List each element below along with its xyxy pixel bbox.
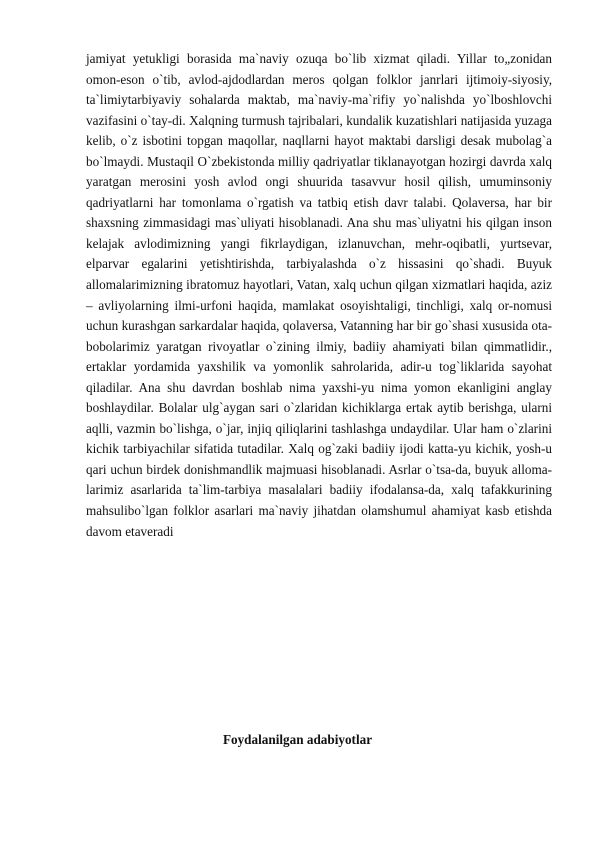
references-heading: Foydalanilgan adabiyotlar (222, 732, 373, 747)
body-paragraph: jamiyat yetukligi borasida ma`naviy ozuqa bo`lib xizmat qiladi. Yillar to„zonidan omon-eson o`tib, avlod-ajdodlardan meros qolgan folklor janrlari ijtimoiy-siyosiy, ta`limiytarbiyaviy sohalarda maktab, ma`naviy-ma`rifiy yo`nalishda yo`lboshlovchi vazifasini o`tay-di. Xalqning turmush tajribalari, kundalik kuzatishlari natijasida yuzaga kelib, o`z isbotini topgan maqollar, naqllarni hayot maktabi darsligi desak mubolag`a bo`lmaydi. Mustaqil O`zbekistonda milliy qadriyatlar tiklanayotgan hozirgi davrda xalq yaratgan merosini yosh avlod ongi shuurida tasavvur hosil qilish, umuminsoniy qadriyatlarni har tomonlama o`rgatish va tatbiq etish davr talabi. Qolaversa, har bir shaxsning zimmasidagi mas`uliyati hisoblanadi. Ana shu mas`uliyatni his qilgan inson kelajak avlodimizning yangi fikrlaydigan, izlanuvchan, mehr-oqibatli, yurtsevar, elparvar egalarini yetishtirishda, tarbiyalashda o`z hissasini qo`shadi. Buyuk allomalarimizning ibratomuz hayotlari, Vatan, xalq uchun qilgan xizmatlari haqida, aziz – avliyolarning ilmi-urfoni haqida, mamlakat osoyishtaligi, tinchligi, xalq or-nomusi uchun kurashgan sarkardalar haqida, qolaversa, Vatanning har bir go`shasi xususida ota-bobolarimiz yaratgan rivoyatlar o`zining ilmiy, badiiy ahamiyati bilan qimmatlidir., ertaklar yordamida yaxshilik va yomonlik sahrolarida, adir-u tog`liklarida sayohat qiladilar. Ana shu davrdan boshlab nima yaxshi-yu nima yomon ekanligini anglay boshlaydilar. Bolalar ulg`aygan sari o`zlaridan kichiklarga ertak aytib berishga, ularni aqlli, vazmin bo`lishga, o`jar, injiq qiliqlarini tashlashga undaydilar. Ular ham o`zlarini kichik tarbiyachilar sifatida tutadilar. Xalq og`zaki badiiy ijodi katta-yu kichik, yosh-u qari uchun birdek donishmandlik majmuasi hisoblanadi. Asrlar o`tsa-da, buyuk alloma-larimiz asarlarida ta`lim-tarbiya masalalari badiiy ifodalansa-da, xalq tafakkurining mahsulibo`lgan folklor asarlari ma`naviy jihatdan olamshumul ahamiyat kasb etishda davom etaveradi (86, 51, 552, 539)
